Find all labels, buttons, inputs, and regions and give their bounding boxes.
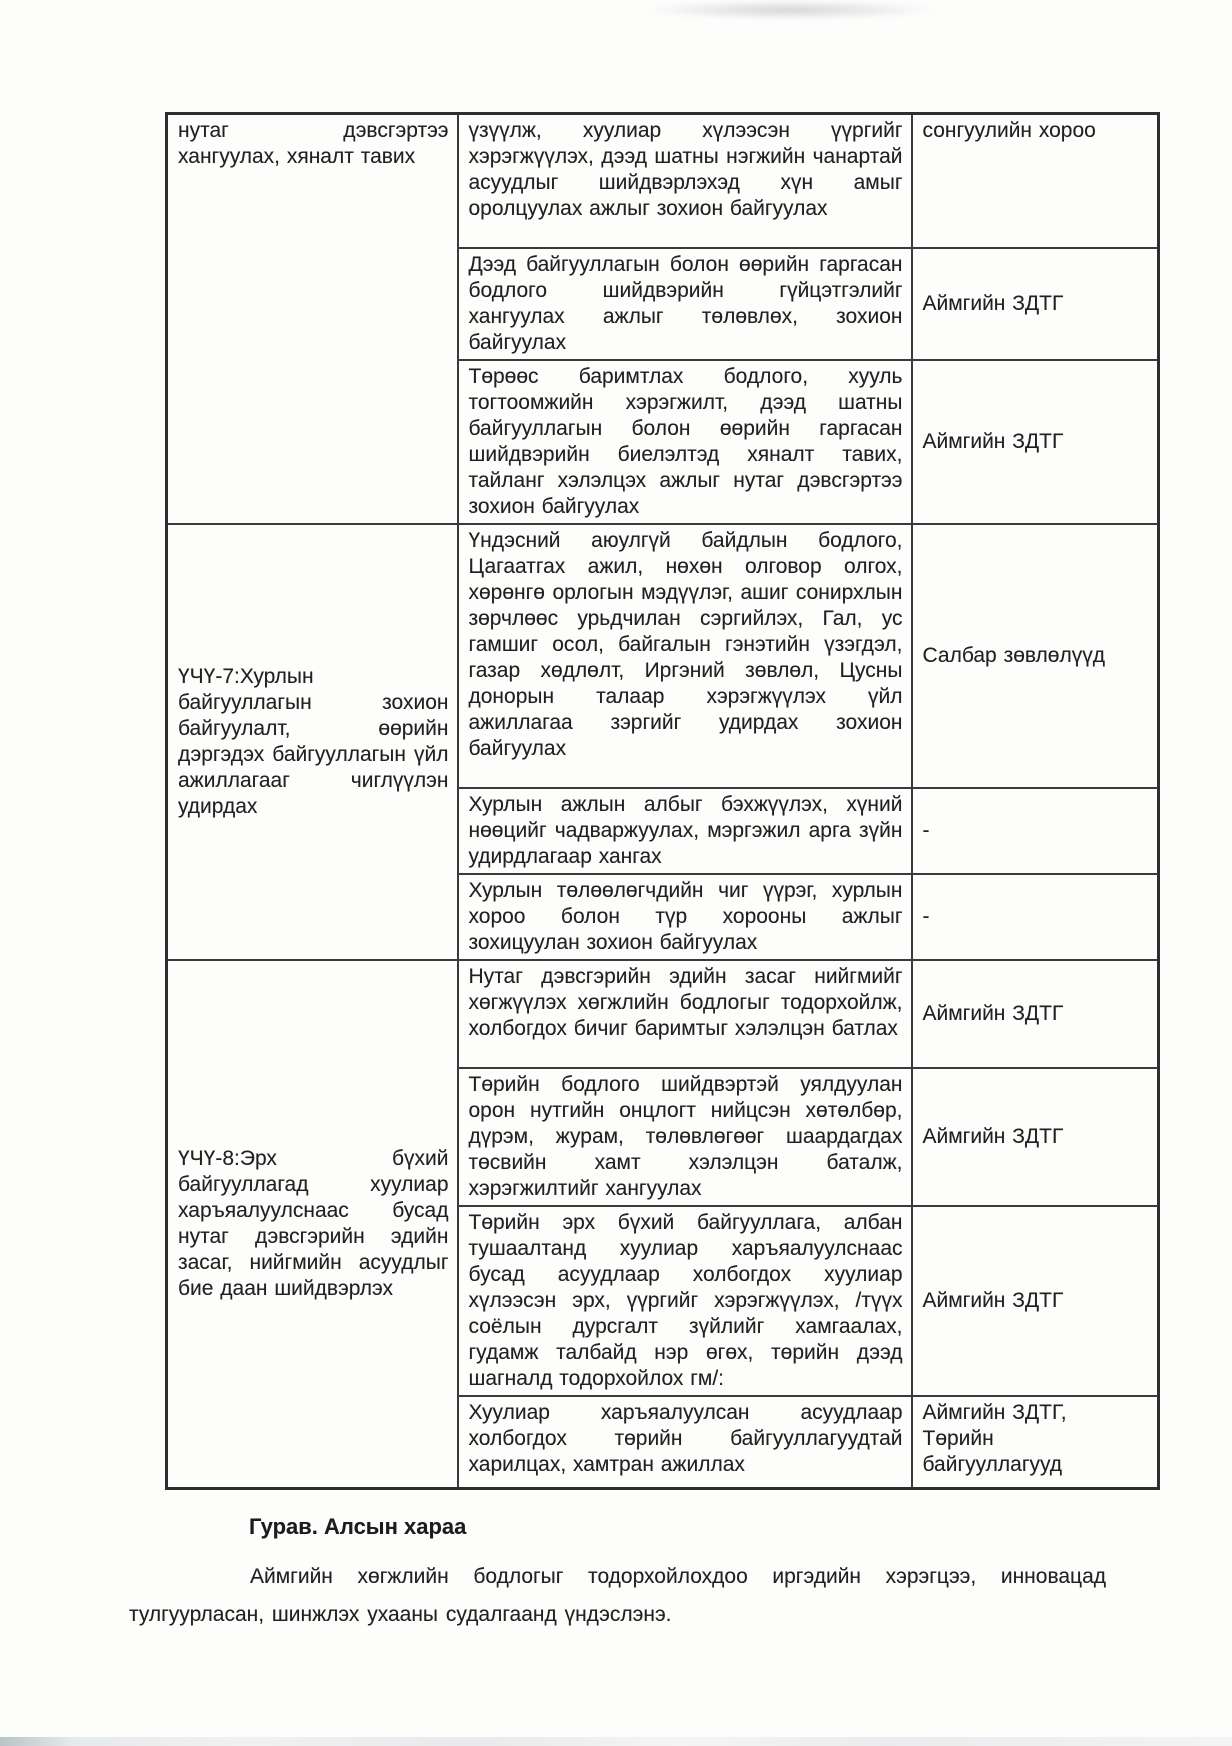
responsible-cell: Аймгийн ЗДТГ <box>912 360 1159 524</box>
responsible-cell: Салбар зөвлөлүүд <box>912 524 1159 788</box>
activity-cell: Төрийн бодлого шийдвэртэй уялдуулан орон нутгийн онцлогт нийцсэн хөтөлбөр, дүрэм, журам, төлөвлөгөөг шаардагдах төсвийн хамт хэлэлцэн баталж, хэрэгжилтийг хангуулах <box>458 1068 912 1206</box>
table-row <box>167 960 1159 1068</box>
activity-cell: Үндэсний аюулгүй байдлын бодлого, Цагаатгах ажил, нөхөн олговор олгох, хөрөнгө орлогын мэдүүлэг, ашиг сонирхлын зөрчлөөс урьдчилан сэргийлэх, Гал, ус гамшиг осол, байгалын гэнэтийн үзэгдэл, газар хөдлөлт, Иргэний зөвлөл, Цусны донорын талаар хэрэгжүүлэх үйл ажиллагаа зэргийг удирдах зохион байгуулах <box>458 524 912 788</box>
section-heading: Гурав. Алсын хараа <box>249 1514 467 1539</box>
scope-cell: нутаг дэвсгэртээ хангуулах, хяналт тавих <box>167 114 458 524</box>
responsible-cell: - <box>912 874 1159 960</box>
activity-cell: Нутаг дэвсгэрийн эдийн засаг нийгмийг хөгжүүлэх хөгжлийн бодлогыг тодорхойлж, холбогдох бичиг баримтыг хэлэлцэн батлах <box>458 960 912 1068</box>
scope-cell: ҮЧҮ-8:Эрх бүхий байгууллагад хуулиар харъяалуулснаас бусад нутаг дэвсгэрийн эдийн засаг, нийгмийн асуудлыг бие даан шийдвэрлэх <box>167 960 458 1489</box>
activity-cell: Хурлын төлөөлөгчдийн чиг үүрэг, хурлын хороо болон түр хорооны ажлыг зохицуулан зохион байгуулах <box>458 874 912 960</box>
functions-table <box>165 112 1160 1490</box>
activity-cell: Төрийн эрх бүхий байгууллага, албан тушаалтанд хуулиар харъяалуулснаас бусад асуудлаар холбогдох хуулиар хүлээсэн эрх, үүргийг хэрэгжүүлэх, /түүх соёлын дурсгалт зүйлийг хамгаалах, гудамж талбайд нэр өгөх, төрийн дээд шагналд тодорхойлох гм/: <box>458 1206 912 1396</box>
activity-cell: үзүүлж, хуулиар хүлээсэн үүргийг хэрэгжүүлэх, дээд шатны нэгжийн чанартай асуудлыг шийдвэрлэхэд хүн амыг оролцуулах ажлыг зохион байгуулах <box>458 114 912 248</box>
activity-cell: Хурлын ажлын албыг бэхжүүлэх, хүний нөөцийг чадваржуулах, мэргэжил арга зүйн удирдлагаар хангах <box>458 788 912 874</box>
table-row <box>167 114 1159 248</box>
activity-cell: Хуулиар харъяалуулсан асуудлаар холбогдох төрийн байгууллагуудтай харилцах, хамтран ажиллах <box>458 1396 912 1489</box>
responsible-cell: - <box>912 788 1159 874</box>
scope-cell: ҮЧҮ-7:Хурлын байгууллагын зохион байгуулалт, өөрийн дэргэдэх байгууллагын үйл ажиллагааг чиглүүлэн удирдах <box>167 524 458 960</box>
responsible-cell: Аймгийн ЗДТГ <box>912 1206 1159 1396</box>
responsible-cell: Аймгийн ЗДТГ <box>912 248 1159 360</box>
responsible-cell: Аймгийн ЗДТГ, Төрийн байгууллагууд <box>912 1396 1159 1489</box>
table-row <box>167 524 1159 788</box>
activity-cell: Төрөөс баримтлах бодлого, хууль тогтоомжийн хэрэгжилт, дээд шатны байгууллагын болон өөрийн гаргасан шийдвэрийн биелэлтэд хяналт тавих, тайланг хэлэлцэх ажлыг нутаг дэвсгэртээ зохион байгуулах <box>458 360 912 524</box>
scan-edge-bottom <box>0 1737 1232 1746</box>
activity-cell: Дээд байгууллагын болон өөрийн гаргасан бодлого шийдвэрийн гүйцэтгэлийг хангуулах ажлыг төлөвлөх, зохион байгуулах <box>458 248 912 360</box>
responsible-cell: Аймгийн ЗДТГ <box>912 1068 1159 1206</box>
responsible-cell: сонгуулийн хороо <box>912 114 1159 248</box>
responsible-cell: Аймгийн ЗДТГ <box>912 960 1159 1068</box>
scan-smudge-top <box>640 0 940 20</box>
vision-paragraph: Аймгийн хөгжлийн бодлогыг тодорхойлохдоо иргэдийн хэрэгцээ, инновацад тулгуурласан, шинжлэх ухааны судалгаанд үндэслэнэ. <box>129 1565 1106 1626</box>
